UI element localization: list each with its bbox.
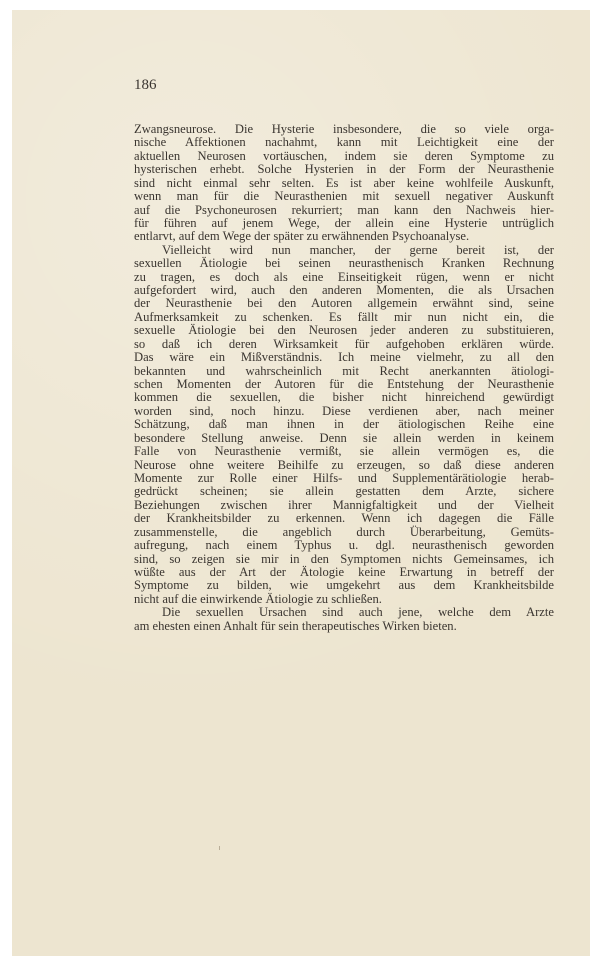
- text-line: der Krankheitsbilder zu erkennen. Wenn ich dagegen die Fälle: [134, 511, 554, 526]
- paragraph: [134, 606, 554, 633]
- text-line: für führen auf jenem Wege, der allein eine Hysterie untrüglich: [134, 215, 554, 230]
- text-line: so daß ich deren Wirksamkeit für aufgehoben erklären würde.: [134, 336, 554, 351]
- text-line: hysterischen erhebt. Solche Hysterien in der Form der Neurasthenie: [134, 162, 554, 177]
- text-line: worden sind, noch hinzu. Diese verdienen aber, nach meiner: [134, 403, 554, 418]
- text-line: Das wäre ein Mißverständnis. Ich meine vielmehr, zu all den: [134, 350, 554, 365]
- paper-speck: [219, 846, 220, 850]
- paragraph: [134, 123, 554, 244]
- text-line: Schätzung, daß man ihnen in der ätiologischen Reihe eine: [134, 417, 554, 432]
- body-text: [134, 123, 554, 633]
- page-number: 186: [134, 77, 157, 93]
- text-line: aufgefordert wird, auch den anderen Momenten, die als Ursachen: [134, 283, 554, 298]
- text-line: Momente zur Rolle einer Hilfs- und Supplementärätiologie herab-: [134, 470, 554, 485]
- text-line: Symptome zu bilden, wie umgekehrt aus dem Krankheitsbilde: [134, 578, 554, 593]
- text-line: Aufmerksamkeit zu schenken. Es fällt mir nun nicht ein, die: [134, 309, 554, 324]
- text-line: nische Affektionen nachahmt, kann mit Leichtigkeit eine der: [134, 135, 554, 150]
- text-line: Neurose ohne weitere Beihilfe zu erzeugen, so daß diese anderen: [134, 457, 554, 472]
- book-page: [12, 10, 590, 956]
- text-line: der Neurasthenie bei den Autoren allgemein erwähnt sind, seine: [134, 296, 554, 311]
- text-line: schen Momenten der Autoren für die Entstehung der Neurasthenie: [134, 377, 554, 392]
- text-line: sexuellen Ätiologie bei seinen neurasthenisch Kranken Rechnung: [134, 256, 554, 271]
- text-line: sind, so zeigen sie mir in den Symptomen nichts Gemeinsames, ich: [134, 551, 554, 566]
- text-line: sind nicht einmal sehr selten. Es ist aber keine wohlfeile Auskunft,: [134, 175, 554, 190]
- text-line: Vielleicht wird nun mancher, der gerne bereit ist, der: [162, 242, 554, 257]
- text-line: zu tragen, es doch als eine Einseitigkeit rügen, wenn er nicht: [134, 269, 554, 284]
- text-line: nicht auf die einwirkende Ätiologie zu schließen.: [134, 591, 382, 606]
- text-line: wenn man für die Neurasthenien mit sexuell negativer Auskunft: [134, 189, 554, 204]
- text-line: besondere Stellung anweise. Denn sie allein werden in keinem: [134, 430, 554, 445]
- text-line: Die sexuellen Ursachen sind auch jene, welche dem Arzte: [162, 605, 554, 620]
- text-line: wüßte aus der Art der Ätologie keine Erwartung in betreff der: [134, 564, 554, 579]
- text-line: gedrückt scheinen; sie allein gestatten dem Arzte, sichere: [134, 484, 554, 499]
- text-line: Beziehungen zwischen ihrer Mannigfaltigkeit und der Vielheit: [134, 497, 554, 512]
- text-line: bekannten und wahrscheinlich mit Recht anerkannten ätiologi-: [134, 363, 554, 378]
- text-line: aufregung, nach einem Typhus u. dgl. neurasthenisch geworden: [134, 538, 554, 553]
- text-line: kommen die sexuellen, die bisher nicht hinreichend gewürdigt: [134, 390, 554, 405]
- text-line: entlarvt, auf dem Wege der später zu erwähnenden Psychoanalyse.: [134, 229, 470, 244]
- text-line: am ehesten einen Anhalt für sein therapeutisches Wirken bieten.: [134, 618, 457, 633]
- text-line: Zwangsneurose. Die Hysterie insbesondere, die so viele orga-: [134, 122, 554, 136]
- paragraph: [134, 244, 554, 606]
- text-line: Falle von Neurasthenie vermißt, sie allein vermögen es, die: [134, 444, 554, 459]
- text-line: zusammenstelle, die angeblich durch Überarbeitung, Gemüts-: [134, 524, 554, 539]
- text-line: auf die Psychoneurosen rekurriert; man kann den Nachweis hier-: [134, 202, 554, 217]
- text-line: aktuellen Neurosen vortäuschen, indem sie deren Symptome zu: [134, 148, 554, 163]
- text-line: sexuelle Ätiologie bei den Neurosen jeder anderen zu substituieren,: [134, 323, 554, 338]
